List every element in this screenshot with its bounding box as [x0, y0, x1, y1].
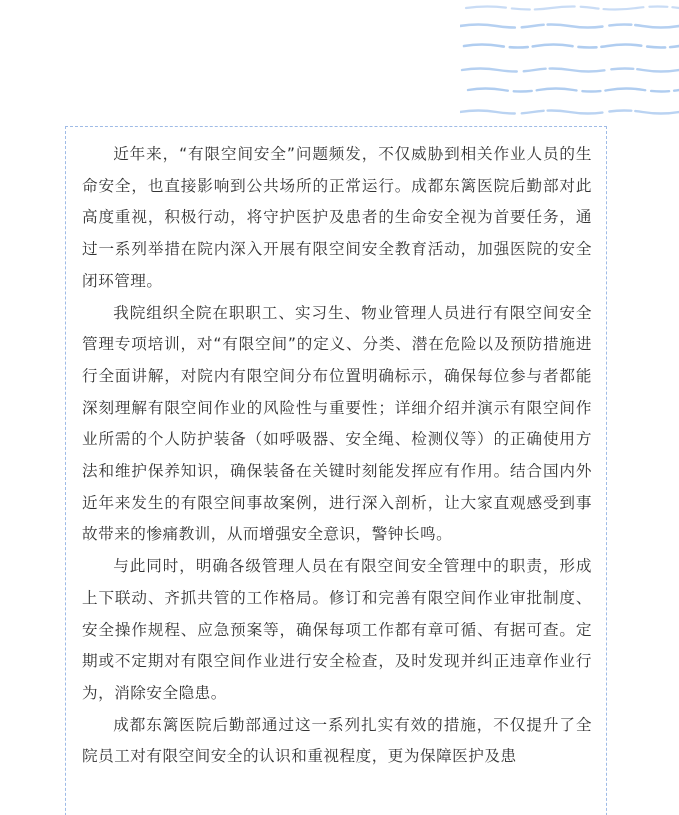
wave-line	[464, 45, 679, 48]
wave-line	[468, 89, 679, 92]
article-box	[65, 126, 607, 815]
article-paragraph-3: 与此同时，明确各级管理人员在有限空间安全管理中的职责，形成上下联动、齐抓共管的工作格局。修订和完善有限空间作业审批制度、安全操作规程、应急预案等，确保每项工作都有章可循、有据可查。定期或不定期对有限空间作业进行安全检查，及时发现并纠正违章作业行为，消除安全隐患。	[82, 557, 592, 702]
wave-line	[460, 111, 679, 114]
wave-line	[462, 69, 679, 72]
decorative-waves	[460, 0, 679, 130]
wave-line	[460, 25, 679, 28]
article-paragraph-4: 成都东篱医院后勤部通过这一系列扎实有效的措施，不仅提升了全院员工对有限空间安全的认识和重视程度，更为保障医护及患	[82, 715, 592, 766]
wave-line	[466, 7, 679, 10]
article-paragraph-1: 近年来，“有限空间安全”问题频发，不仅威胁到相关作业人员的生命安全，也直接影响到公共场所的正常运行。成都东篱医院后勤部对此高度重视，积极行动，将守护医护及患者的生命安全视为首要任务，通过一系列举措在院内深入开展有限空间安全教育活动，加强医院的安全闭环管理。	[82, 145, 592, 290]
article-paragraph-2: 我院组织全院在职职工、实习生、物业管理人员进行有限空间安全管理专项培训，对“有限空间”的定义、分类、潜在危险以及预防措施进行全面讲解，对院内有限空间分布位置明确标示，确保每位参与者都能深刻理解有限空间作业的风险性与重要性；详细介绍并演示有限空间作业所需的个人防护装备（如呼吸器、安全绳、检测仪等）的正确使用方法和维护保养知识，确保装备在关键时刻能发挥应有作用。结合国内外近年来发生的有限空间事故案例，进行深入剖析，让大家直观感受到事故带来的惨痛教训，从而增强安全意识，警钟长鸣。	[82, 303, 592, 544]
